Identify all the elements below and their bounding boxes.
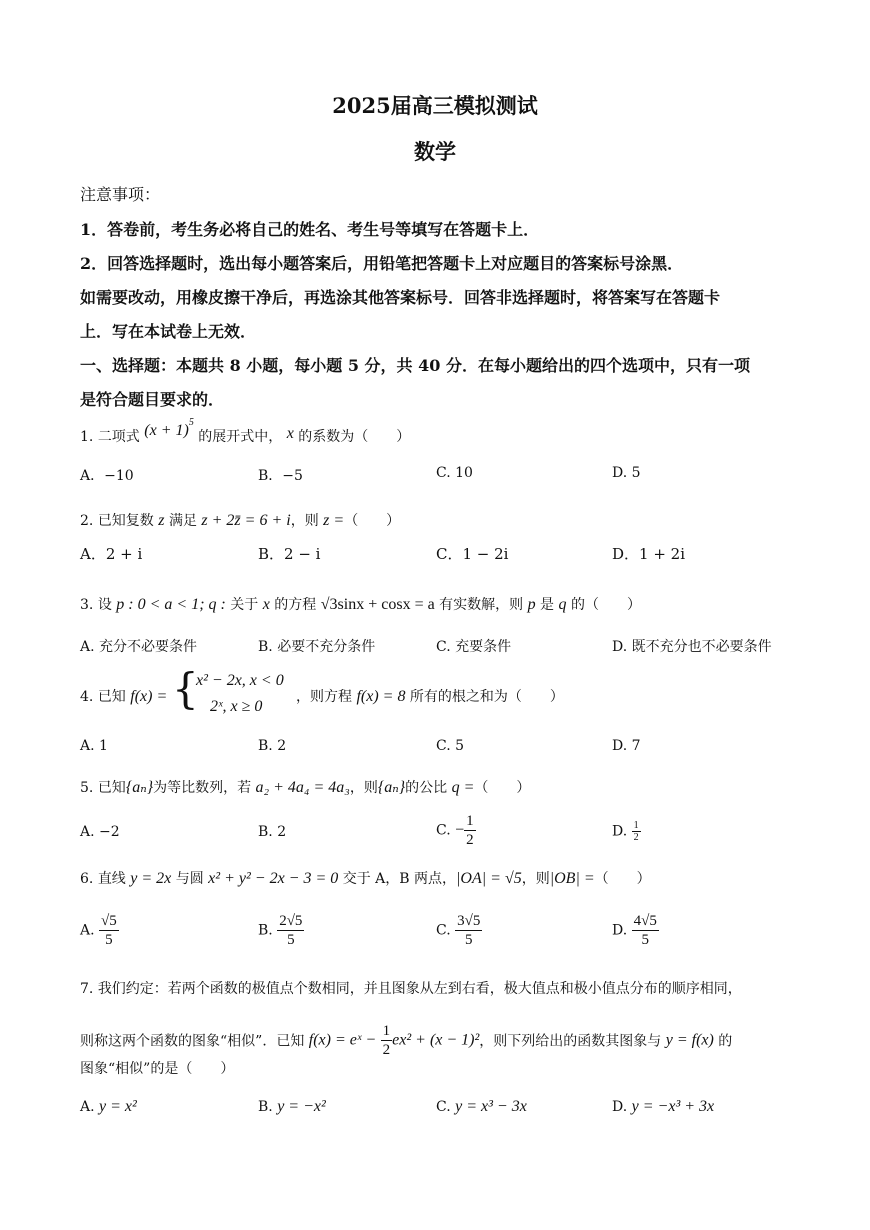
q5-option-d[interactable] bbox=[612, 820, 641, 843]
q1-option-c[interactable]: C. 10 bbox=[436, 465, 473, 481]
variable-x: x bbox=[286, 425, 294, 442]
condition-p: p : 0 < a < 1; q : bbox=[116, 596, 226, 613]
question-text: 的展开式中， bbox=[198, 429, 283, 445]
variable-p: p bbox=[527, 596, 536, 613]
question-text: 已知 bbox=[97, 689, 131, 705]
question-number: 2. bbox=[80, 513, 94, 529]
sequence-equation: a₂ + 4a₄ = 4a₃ bbox=[255, 779, 350, 796]
option-expression: y = x² bbox=[99, 1098, 137, 1115]
q3-option-a[interactable]: A. 充分不必要条件 bbox=[80, 639, 198, 655]
question-text: （ ） bbox=[594, 871, 651, 887]
question-text: （ ） bbox=[474, 780, 531, 796]
option-expression: y = −x² bbox=[277, 1098, 326, 1115]
z-equals: z = bbox=[323, 512, 345, 529]
question-4 bbox=[80, 686, 167, 706]
question-text: 满足 bbox=[164, 513, 202, 529]
fraction-one-half: $\frac{1}{2}$ bbox=[633, 820, 639, 843]
option-expression: y = x³ − 3x bbox=[455, 1098, 527, 1115]
question-6 bbox=[80, 868, 651, 888]
question-text: ，则 bbox=[521, 871, 550, 887]
option-label: D. bbox=[612, 823, 628, 840]
question-text: 的方程 bbox=[269, 597, 321, 613]
question-4-cont bbox=[296, 686, 564, 706]
option-label: A. bbox=[80, 922, 95, 939]
question-number: 4. bbox=[80, 689, 94, 705]
notice-heading: 注意事项： bbox=[80, 185, 161, 204]
question-number: 3. bbox=[80, 597, 94, 613]
circle-equation: x² + y² − 2x − 3 = 0 bbox=[208, 870, 339, 887]
q7-option-c[interactable] bbox=[436, 1098, 527, 1116]
question-text: 直线 bbox=[97, 871, 131, 887]
question-1 bbox=[80, 416, 411, 446]
question-text: 则称这两个函数的图象“相似”．已知 bbox=[80, 1033, 309, 1050]
option-label: B. bbox=[258, 922, 273, 939]
question-text: 与圆 bbox=[171, 871, 209, 887]
question-7 bbox=[80, 978, 742, 998]
question-number: 7. bbox=[80, 981, 94, 997]
fraction-one-half: $\frac{1}{2}$ bbox=[382, 1023, 391, 1058]
question-text: ，则 bbox=[290, 513, 324, 529]
question-text: ，则方程 bbox=[296, 689, 357, 705]
question-number: 1. bbox=[80, 429, 94, 445]
question-text: 设 bbox=[97, 597, 117, 613]
q1-option-b[interactable]: B．−5 bbox=[258, 468, 303, 484]
q7-option-b[interactable] bbox=[258, 1098, 326, 1116]
trig-equation: √3sinx + cosx = a bbox=[320, 596, 435, 613]
q2-option-d[interactable]: D．1 + 2i bbox=[612, 545, 686, 563]
fraction-one-half: $\frac{1}{2}$ bbox=[466, 813, 474, 848]
q3-option-c[interactable]: C. 充要条件 bbox=[436, 639, 512, 655]
question-text: 的公比 bbox=[405, 780, 452, 796]
function-f-part: f(x) = eˣ − bbox=[308, 1031, 377, 1049]
minus-sign: − bbox=[455, 821, 465, 839]
question-5 bbox=[80, 777, 530, 797]
line-equation: y = 2x bbox=[130, 870, 172, 887]
ob-length: |OB| = bbox=[549, 870, 595, 887]
q6-option-b[interactable] bbox=[258, 912, 304, 949]
q6-option-a[interactable] bbox=[80, 912, 119, 949]
sequence-a: {aₙ} bbox=[377, 779, 406, 796]
option-label: A. bbox=[80, 1099, 95, 1115]
question-number: 5. bbox=[80, 780, 94, 796]
question-7-line-2 bbox=[80, 1022, 732, 1059]
section-heading: 一、选择题：本题共 8 小题，每小题 5 分，共 40 分．在每小题给出的四个选项中，只有一项 bbox=[80, 356, 750, 375]
notice-item-2-cont: 如需要改动，用橡皮擦干净后，再选涂其他答案标号．回答非选择题时，将答案写在答题卡 bbox=[80, 288, 721, 307]
y-equals-f: y = f(x) bbox=[665, 1031, 714, 1049]
question-text: 已知 bbox=[97, 780, 126, 796]
question-text: 已知复数 bbox=[97, 513, 159, 529]
q4-option-d[interactable]: D. 7 bbox=[612, 738, 641, 754]
q6-option-d[interactable] bbox=[612, 912, 659, 949]
piecewise-case-1: x² − 2x, x < 0 bbox=[196, 672, 284, 689]
question-7-line-3: 图象“相似”的是（ ） bbox=[80, 1061, 235, 1077]
q7-option-d[interactable] bbox=[612, 1098, 714, 1116]
question-text: ，则下列给出的函数其图象与 bbox=[479, 1033, 666, 1050]
variable-x: x bbox=[262, 596, 270, 613]
oa-length: |OA| = √5 bbox=[456, 870, 522, 887]
q1-option-d[interactable]: D. 5 bbox=[612, 465, 641, 481]
question-text: 二项式 bbox=[97, 429, 140, 445]
ratio-q: q = bbox=[451, 779, 475, 796]
piecewise-case-2: 2ˣ, x ≥ 0 bbox=[210, 698, 263, 715]
q4-option-a[interactable]: A. 1 bbox=[80, 738, 108, 754]
question-text: 所有的根之和为（ ） bbox=[405, 689, 564, 705]
question-text: 是 bbox=[535, 597, 559, 613]
q7-option-a[interactable] bbox=[80, 1098, 137, 1116]
subject-title: 数学 bbox=[414, 139, 456, 164]
fraction: $\frac{4√5}{5}$ bbox=[633, 913, 657, 948]
function-f: f(x) = bbox=[130, 688, 168, 705]
question-text: 的系数为（ ） bbox=[298, 429, 411, 445]
question-text: 的（ ） bbox=[566, 597, 641, 613]
fraction: $\frac{2√5}{5}$ bbox=[279, 913, 303, 948]
variable-z: z bbox=[158, 512, 165, 529]
question-text: 的 bbox=[713, 1033, 733, 1050]
q3-option-d[interactable]: D. 既不充分也不必要条件 bbox=[612, 639, 772, 655]
piecewise-brace: { bbox=[172, 664, 199, 713]
option-expression: y = −x³ + 3x bbox=[631, 1098, 715, 1115]
notice-item-2: 2．回答选择题时，选出每小题答案后，用铅笔把答题卡上对应题目的答案标号涂黑． bbox=[80, 254, 684, 273]
option-label: C. bbox=[436, 1099, 451, 1115]
option-label: D. bbox=[612, 1099, 628, 1115]
q5-option-c[interactable] bbox=[436, 812, 476, 849]
question-text: 我们约定：若两个函数的极值点个数相同，并且图象从左到右看，极大值点和极小值点分布的顺序相同， bbox=[97, 981, 742, 997]
complex-equation: z + 2z̄ = 6 + i bbox=[201, 512, 291, 529]
sequence-a: {aₙ} bbox=[125, 779, 154, 796]
q1-option-a[interactable]: A．−10 bbox=[80, 468, 134, 484]
function-f-part: ex² + (x − 1)² bbox=[392, 1031, 480, 1049]
q6-option-c[interactable] bbox=[436, 912, 482, 949]
question-2 bbox=[80, 510, 400, 530]
question-text: （ ） bbox=[344, 513, 401, 529]
question-text: 交于 A，B 两点， bbox=[338, 871, 457, 887]
q5-option-b[interactable]: B. 2 bbox=[258, 824, 287, 840]
option-label: C. bbox=[436, 922, 451, 939]
section-heading-cont: 是符合题目要求的． bbox=[80, 390, 225, 409]
q4-option-c[interactable]: C. 5 bbox=[436, 738, 465, 754]
question-text: 为等比数列，若 bbox=[153, 780, 256, 796]
question-text: 有实数解，则 bbox=[434, 597, 528, 613]
binomial-expression: $(x + 1)^5$ bbox=[144, 416, 194, 439]
option-label: B. bbox=[258, 1099, 273, 1115]
exam-title: 2025届高三模拟测试 bbox=[332, 93, 538, 118]
q2-option-c[interactable]: C．1 − 2i bbox=[436, 545, 509, 563]
question-3 bbox=[80, 594, 641, 614]
notice-item-2-end: 上．写在本试卷上无效． bbox=[80, 322, 257, 341]
option-label: D. bbox=[612, 922, 628, 939]
variable-q: q bbox=[558, 596, 567, 613]
fraction: $\frac{√5}{5}$ bbox=[101, 913, 117, 948]
question-number: 6. bbox=[80, 871, 94, 887]
q4-option-b[interactable]: B. 2 bbox=[258, 738, 287, 754]
fraction: $\frac{3√5}{5}$ bbox=[457, 913, 481, 948]
notice-item-1: 1．答卷前，考生务必将自己的姓名、考生号等填写在答题卡上． bbox=[80, 220, 540, 239]
q3-option-b[interactable]: B. 必要不充分条件 bbox=[258, 639, 376, 655]
question-text: 关于 bbox=[225, 597, 263, 613]
q5-option-a[interactable]: A. −2 bbox=[80, 824, 120, 840]
q2-option-b[interactable]: B．2 − i bbox=[258, 545, 321, 563]
question-text: ，则 bbox=[349, 780, 378, 796]
q2-option-a[interactable]: A．2 + i bbox=[80, 545, 143, 563]
equation-f-8: f(x) = 8 bbox=[356, 688, 406, 705]
option-label: C. bbox=[436, 822, 451, 839]
